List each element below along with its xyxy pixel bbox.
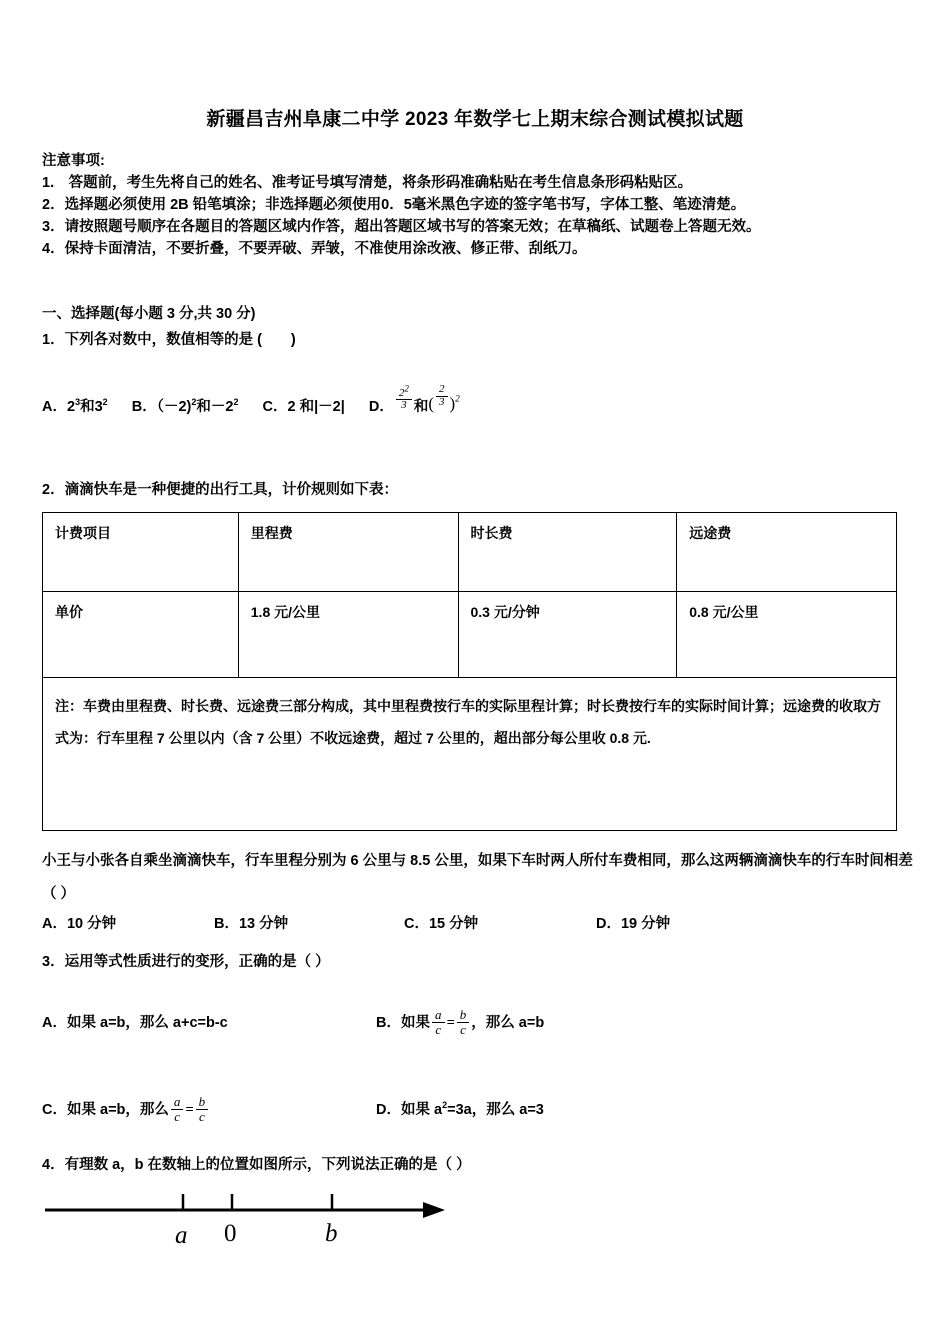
fraction-2sq-over-3: $\frac{2^2}{3}$ xyxy=(396,388,412,412)
fee-table xyxy=(42,512,897,831)
table-row-header xyxy=(43,513,897,592)
number-line-svg xyxy=(30,1180,450,1240)
fraction-two-thirds-squared: ( $\frac{2}{3}$ )$^2$ xyxy=(428,383,460,413)
notice-heading: 注意事项: xyxy=(42,153,105,169)
notice-item-4: 4．保持卡面清洁，不要折叠，不要弄破、弄皱，不准使用涂改液、修正带、刮纸刀。 xyxy=(42,241,587,257)
q2-option-b[interactable]: B．13 分钟 xyxy=(214,916,289,932)
table-header-cell: 里程费 xyxy=(238,513,458,592)
notice-block xyxy=(42,150,918,260)
table-row-note xyxy=(43,678,897,831)
q3-option-d[interactable]: D．如果 $a^2=3a$，那么 a=3 xyxy=(376,1100,544,1119)
table-cell: 0.3 元/分钟 xyxy=(458,592,677,678)
question-3-options-row-2 xyxy=(42,1095,922,1123)
q1-option-a[interactable]: A．$2^3$和$3^2$ xyxy=(42,397,108,415)
table-note-cell: 注：车费由里程费、时长费、远途费三部分构成，其中里程费按行车的实际里程计算；时长费按行车的实际时间计算；远途费的收取方式为：行车里程 7 公里以内（含 7 公里）不收远途费，超过 7 公里的，超出部分每公里收 0.8 元. xyxy=(43,678,897,831)
question-2-tail: 小王与小张各自乘坐滴滴快车，行车里程分别为 6 公里与 8.5 公里，如果下车时两人所付车费相同，那么这两辆滴滴快车的行车时间相差（ ） xyxy=(42,853,913,902)
table-row xyxy=(43,592,897,678)
fraction-a-over-c: $\frac{a}{c}$ xyxy=(432,1008,445,1036)
question-4-stem: 4．有理数 a，b 在数轴上的位置如图所示，下列说法正确的是（ ） xyxy=(42,1157,471,1173)
number-line-label-a: a xyxy=(175,1222,188,1249)
q1-option-b[interactable]: B．（－2)$^2$和$-2^2$ xyxy=(131,397,239,415)
q1-option-c[interactable]: C．2 和|－2| xyxy=(262,398,345,415)
notice-item-1: 1. 答题前，考生先将自己的姓名、准考证号填写清楚，将条形码准确粘贴在考生信息条形码粘贴区。 xyxy=(42,175,693,191)
question-3-options-row-1 xyxy=(42,1008,922,1036)
page-title: 新疆昌吉州阜康二中学 2023 年数学七上期末综合测试模拟试题 xyxy=(206,109,744,130)
section-heading: 一、选择题(每小题 3 分,共 30 分) xyxy=(42,306,256,322)
fraction-b-over-c: $\frac{b}{c}$ xyxy=(457,1008,470,1036)
number-line-label-zero: 0 xyxy=(224,1220,237,1247)
notice-item-2: 2．选择题必须使用 2B 铅笔填涂；非选择题必须使用0．5毫米黑色字迹的签字笔书写，字体工整、笔迹清楚。 xyxy=(42,197,746,213)
q3-option-b[interactable]: B．如果 $\frac{a}{c}$ = $\frac{b}{c}$ ，那么 a=b xyxy=(376,1007,545,1037)
number-line-figure xyxy=(30,1180,450,1270)
question-1-options xyxy=(42,384,460,416)
table-header-cell: 时长费 xyxy=(458,513,677,592)
q3-option-c[interactable]: C．如果 a=b，那么 $\frac{a}{c}$ = $\frac{b}{c}$ xyxy=(42,1095,372,1123)
fraction-b-over-c: $\frac{b}{c}$ xyxy=(196,1095,209,1123)
table-header-cell: 计费项目 xyxy=(43,513,239,592)
table-cell: 单价 xyxy=(43,592,239,678)
q2-option-d[interactable]: D．19 分钟 xyxy=(596,916,671,932)
question-2-stem: 2．滴滴快车是一种便捷的出行工具，计价规则如下表： xyxy=(42,482,399,498)
number-line-label-b: b xyxy=(325,1220,338,1247)
fraction-a-over-c: $\frac{a}{c}$ xyxy=(171,1095,184,1123)
notice-item-3: 3．请按照题号顺序在各题目的答题区域内作答，超出答题区域书写的答案无效；在草稿纸、试题卷上答题无效。 xyxy=(42,219,761,235)
question-3-stem: 3．运用等式性质进行的变形，正确的是（ ） xyxy=(42,954,330,970)
q2-option-c[interactable]: C．15 分钟 xyxy=(404,916,479,932)
q2-option-a[interactable]: A．10 分钟 xyxy=(42,916,117,932)
table-cell: 0.8 元/公里 xyxy=(677,592,897,678)
q3-option-a[interactable]: A．如果 a=b，那么 a+c=b-c xyxy=(42,1015,228,1032)
table-header-cell: 远途费 xyxy=(677,513,897,592)
question-1-stem: 1．下列各对数中，数值相等的是 ( ) xyxy=(42,332,296,348)
table-cell: 1.8 元/公里 xyxy=(238,592,458,678)
question-2-options xyxy=(42,912,922,933)
q1-option-d[interactable]: D． $\frac{2^2}{3}$ 和( $\frac{2}{3}$ )$^2$ xyxy=(368,382,460,415)
